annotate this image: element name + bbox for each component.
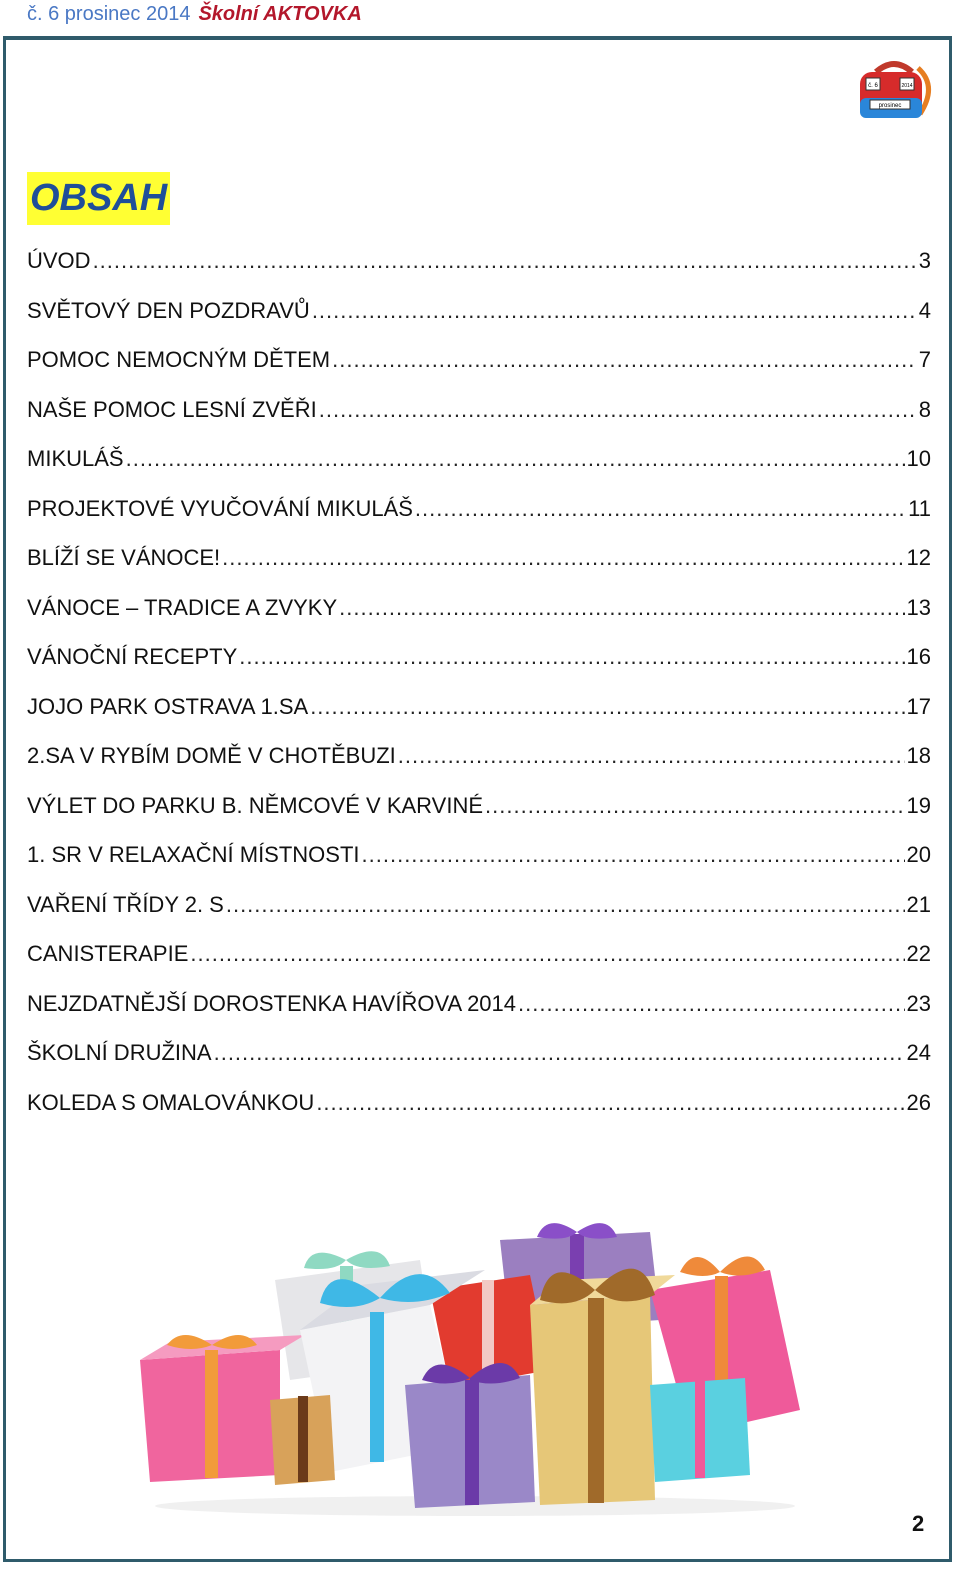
gift-box-tan-small <box>270 1395 335 1485</box>
gift-boxes-illustration <box>130 1210 820 1520</box>
toc-entry-page: 21 <box>906 891 931 917</box>
toc-entry-page: 4 <box>918 297 931 323</box>
toc-dot-leader <box>214 1035 905 1071</box>
toc-entry-page: 12 <box>906 545 931 570</box>
issue-label: č. 6 prosinec 2014 <box>27 3 191 25</box>
publication-title: Školní AKTOVKA <box>198 3 362 25</box>
toc-entry-page: 26 <box>906 1089 931 1115</box>
toc-dot-leader <box>93 243 917 279</box>
toc-entry[interactable] <box>27 639 931 689</box>
toc-entry[interactable] <box>27 837 931 887</box>
toc-entry-page: 8 <box>918 396 931 422</box>
toc-entry-title: JOJO PARK OSTRAVA 1.SA <box>27 693 309 719</box>
toc-entry[interactable] <box>27 1035 931 1085</box>
toc-entry[interactable] <box>27 936 931 986</box>
toc-entry-title: MIKULÁŠ <box>27 446 124 471</box>
toc-entry-title: 2.SA V RYBÍM DOMĚ V CHOTĚBUZI <box>27 743 396 768</box>
toc-entry[interactable] <box>27 491 931 541</box>
toc-entry-page: 22 <box>906 941 931 966</box>
gift-box-cyan-small <box>650 1378 750 1482</box>
toc-entry[interactable] <box>27 738 931 788</box>
toc-dot-leader <box>485 788 904 824</box>
toc-entry-title: NAŠE POMOC LESNÍ ZVĚŘI <box>27 396 317 422</box>
toc-entry-title: BLÍŽÍ SE VÁNOCE! <box>27 545 221 570</box>
toc-dot-leader <box>362 837 905 873</box>
toc-entry-page: 20 <box>906 842 931 867</box>
toc-dot-leader <box>190 936 904 972</box>
toc-entry[interactable] <box>27 1085 931 1135</box>
toc-dot-leader <box>312 293 917 329</box>
toc-entry[interactable] <box>27 590 931 640</box>
toc-entry-page: 16 <box>906 644 931 669</box>
toc-dot-leader <box>126 441 905 477</box>
toc-entry-page: 11 <box>908 495 931 521</box>
toc-dot-leader <box>339 590 904 626</box>
toc-entry-page: 19 <box>906 792 931 818</box>
page-number: 2 <box>912 1511 925 1536</box>
toc-dot-leader <box>332 342 917 378</box>
toc-entry-title: KOLEDA S OMALOVÁNKOU <box>27 1089 315 1115</box>
table-of-contents <box>27 243 931 1134</box>
toc-entry-page: 3 <box>918 248 931 273</box>
toc-entry-title: SVĚTOVÝ DEN POZDRAVŮ <box>27 297 310 323</box>
logo-label-right: 2014 <box>901 83 913 89</box>
page-header <box>27 3 362 26</box>
toc-entry-page: 17 <box>906 693 931 719</box>
toc-entry-title: POMOC NEMOCNÝM DĚTEM <box>27 347 331 372</box>
toc-dot-leader <box>518 986 904 1022</box>
toc-dot-leader <box>415 491 906 527</box>
toc-entry[interactable] <box>27 243 931 293</box>
toc-entry-title: VÁNOCE – TRADICE A ZVYKY <box>27 594 338 620</box>
toc-entry-page: 10 <box>906 446 931 471</box>
toc-entry-title: CANISTERAPIE <box>27 941 189 966</box>
toc-heading: OBSAH <box>27 172 170 225</box>
toc-entry[interactable] <box>27 540 931 590</box>
toc-entry[interactable] <box>27 689 931 739</box>
toc-entry[interactable] <box>27 342 931 392</box>
toc-dot-leader <box>319 392 917 428</box>
toc-entry[interactable] <box>27 788 931 838</box>
backpack-icon <box>854 58 934 124</box>
toc-entry[interactable] <box>27 392 931 442</box>
logo-label-bottom: prosinec <box>878 103 902 109</box>
toc-entry-title: 1. SR V RELAXAČNÍ MÍSTNOSTI <box>27 842 360 867</box>
gift-box-purple-front <box>405 1363 535 1508</box>
toc-dot-leader <box>398 738 905 774</box>
toc-entry-page: 23 <box>906 990 931 1016</box>
toc-entry[interactable] <box>27 293 931 343</box>
toc-dot-leader <box>239 639 904 675</box>
toc-entry-page: 13 <box>906 594 931 620</box>
toc-entry[interactable] <box>27 441 931 491</box>
toc-dot-leader <box>226 887 905 923</box>
toc-entry-title: ÚVOD <box>27 248 91 273</box>
logo-label-left: č. 6 <box>868 83 878 89</box>
toc-dot-leader <box>222 540 904 576</box>
toc-entry-page: 7 <box>918 347 931 372</box>
toc-entry-title: NEJZDATNĚJŠÍ DOROSTENKA HAVÍŘOVA 2014 <box>27 990 517 1016</box>
toc-dot-leader <box>316 1085 904 1121</box>
toc-entry-page: 24 <box>906 1040 931 1065</box>
toc-entry-page: 18 <box>906 743 931 768</box>
toc-entry-title: VÁNOČNÍ RECEPTY <box>27 644 238 669</box>
toc-entry[interactable] <box>27 887 931 937</box>
toc-entry-title: ŠKOLNÍ DRUŽINA <box>27 1040 212 1065</box>
toc-dot-leader <box>310 689 904 725</box>
toc-entry[interactable] <box>27 986 931 1036</box>
toc-entry-title: PROJEKTOVÉ VYUČOVÁNÍ MIKULÁŠ <box>27 495 413 521</box>
toc-entry-title: VAŘENÍ TŘÍDY 2. S <box>27 891 224 917</box>
toc-entry-title: VÝLET DO PARKU B. NĚMCOVÉ V KARVINÉ <box>27 792 484 818</box>
